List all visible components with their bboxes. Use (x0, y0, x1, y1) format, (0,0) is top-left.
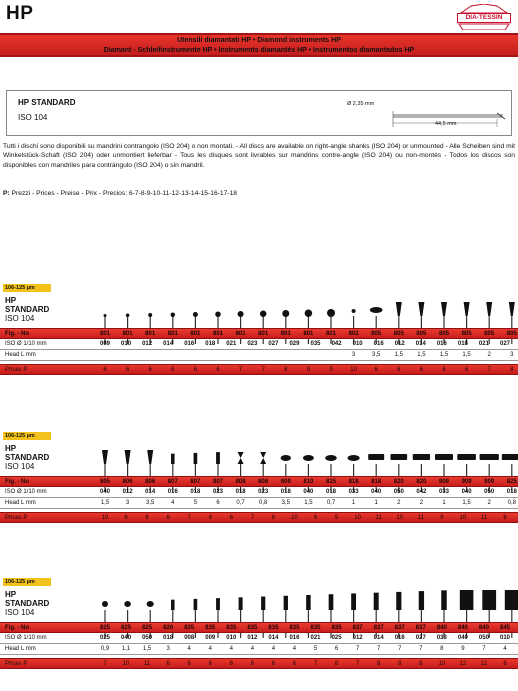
hp-standard-box (6, 90, 512, 136)
cell-fig: 801 (99, 331, 110, 337)
cell-price: 10 (122, 661, 130, 667)
cell-price: 8 (419, 661, 423, 667)
cell-iso: 016 (436, 341, 447, 347)
row-label: Head L mm (5, 646, 36, 652)
cell-price: 6 (292, 661, 297, 667)
cell-iso: 021 (226, 341, 237, 347)
cell-iso: 027 (415, 635, 426, 641)
cell-fig: 801 (167, 331, 178, 337)
cell-price: 6 (271, 661, 276, 667)
prices-line (3, 190, 237, 197)
product-section-3 (0, 578, 518, 690)
cell-iso: 021 (478, 341, 489, 347)
cell-head: 7 (377, 646, 381, 652)
cell-price: 8 (377, 661, 381, 667)
cell-fig: 801 (145, 331, 156, 337)
cell-price: 8 (208, 515, 212, 521)
row-label: Head L mm (5, 352, 36, 358)
cell-fig: 807 (190, 479, 201, 485)
cell-fig: 835 (247, 625, 258, 631)
cell-price: 6 (229, 661, 233, 667)
cell-fig: 808 (235, 479, 246, 485)
cell-fig: 801 (325, 331, 336, 337)
cell-price: 6 (397, 367, 401, 373)
cell-head: 6 (334, 646, 339, 652)
cell-head: 2 (397, 500, 401, 506)
cell-iso: 014 (145, 489, 156, 495)
product-section-2 (0, 432, 518, 536)
cell-iso: 009 (205, 635, 216, 641)
section-iso: ISO 104 (5, 314, 35, 323)
cell-fig: 820 (393, 479, 404, 485)
cell-price: 10 (459, 515, 467, 521)
cell-iso: 035 (310, 341, 321, 347)
cell-iso: 016 (167, 489, 178, 495)
row-iso (0, 339, 518, 350)
cell-fig: 805 (99, 479, 110, 485)
cell-iso: 040 (99, 489, 110, 495)
cell-fig: 820 (416, 479, 427, 485)
cell-price: 6 (464, 367, 469, 373)
cell-price: 7 (238, 367, 243, 373)
cell-head: 2 (487, 500, 491, 506)
cell-price: 6 (313, 515, 318, 521)
banner-line-2: Diamant - Schleifinstrumente HP • Instruments diamantés HP • Instrumentos diamantados HP (103, 47, 415, 54)
cell-iso: 023 (212, 489, 223, 495)
cell-fig: 802 (348, 331, 359, 337)
cell-price: 11 (480, 515, 488, 521)
cell-head: 4 (229, 646, 233, 652)
cell-head: 7 (355, 646, 360, 652)
row-fig (0, 622, 518, 633)
section-iso: ISO 104 (5, 608, 35, 617)
title-banner (0, 33, 518, 57)
cell-iso: 050 (393, 489, 404, 495)
row-label: Prices P (5, 367, 28, 373)
cell-fig: 805 (506, 331, 517, 337)
cell-price: 6 (145, 515, 149, 521)
cell-fig: 805 (371, 331, 382, 337)
cell-fig: 835 (205, 625, 216, 631)
cell-iso: 012 (247, 635, 258, 641)
row-label: Head L mm (5, 500, 36, 506)
cell-fig: 801 (303, 331, 314, 337)
diameter-label: Ø 2,35 mm (347, 101, 375, 107)
cell-head: 4 (292, 646, 297, 652)
cell-fig: 825 (142, 625, 153, 631)
cell-iso: 018 (190, 489, 201, 495)
cell-head: 3,5 (372, 352, 381, 358)
cell-fig: 801 (212, 331, 223, 337)
cell-fig: 807 (167, 479, 178, 485)
cell-price: 6 (250, 661, 255, 667)
cell-fig: 807 (212, 479, 223, 485)
cell-iso: 033 (348, 489, 359, 495)
cell-price: 11 (375, 515, 382, 521)
row-label: ISO Ø 1/10 mm (5, 635, 47, 641)
row-iso (0, 487, 518, 498)
cell-price: 6 (229, 515, 233, 521)
section-standard: STANDARD (5, 599, 50, 608)
cell-price: 10 (350, 367, 357, 373)
cell-price: 12 (480, 661, 488, 667)
cell-fig: 805 (416, 331, 427, 337)
cell-price: 6 (374, 367, 378, 373)
prices-line-text: Prezzi - Prices - Preise - Prix - Precios: 6-7-8-9-10-11-12-13-14-15-16-17-18 (9, 190, 238, 197)
cell-fig: 837 (415, 625, 426, 631)
cell-iso: 023 (247, 341, 258, 347)
grit-label: 106-125 µm (3, 432, 51, 440)
cell-fig: 909 (484, 479, 495, 485)
row-label: ISO Ø 1/10 mm (5, 341, 47, 347)
cell-iso: 010 (226, 635, 237, 641)
cell-price: 7 (313, 661, 318, 667)
row-fig (0, 476, 518, 487)
cell-fig: 806 (145, 479, 156, 485)
row-iso (0, 633, 518, 644)
section-iso: ISO 104 (5, 462, 35, 471)
cell-iso: 040 (457, 635, 468, 641)
cell-head: 3,5 (146, 500, 155, 506)
cell-price: 6 (419, 367, 424, 373)
cell-fig: 805 (461, 331, 472, 337)
cell-fig: 840 (457, 625, 468, 631)
cell-head: 1,5 (394, 352, 403, 358)
cell-head: 1 (351, 500, 356, 506)
cell-head: 7 (398, 646, 402, 652)
cell-iso: 050 (484, 489, 495, 495)
cell-price: 10 (354, 515, 361, 521)
cell-iso: 040 (461, 489, 472, 495)
cell-fig: 909 (461, 479, 472, 485)
row-head (0, 498, 518, 509)
cell-fig: 808 (258, 479, 269, 485)
cell-price: 6 (442, 367, 446, 373)
cell-iso: 042 (416, 489, 427, 495)
cell-price: 9 (440, 515, 444, 521)
cell-fig: 835 (226, 625, 237, 631)
cell-fig: 837 (352, 625, 363, 631)
prices-line-label: P: (3, 190, 10, 197)
cell-head: 4 (250, 646, 255, 652)
row-head (0, 350, 518, 361)
cell-price: 6 (503, 515, 507, 521)
cell-head: 3 (125, 500, 130, 506)
cell-price: 9 (306, 367, 311, 373)
cell-price: 11 (143, 661, 151, 667)
cell-iso: 014 (373, 635, 384, 641)
cell-fig: 840 (436, 625, 447, 631)
row-label: Fig. - No (5, 331, 29, 337)
cell-head: 5 (313, 646, 318, 652)
cell-head: 9 (461, 646, 465, 652)
row-label: Prices P (5, 515, 28, 521)
cell-iso: 018 (280, 489, 291, 495)
cell-head: 0,7 (326, 500, 336, 506)
cell-head: 7 (419, 646, 423, 652)
cell-fig: 840 (478, 625, 489, 631)
cell-iso: 010 (352, 341, 363, 347)
cell-iso: 012 (394, 341, 405, 347)
cell-iso: 014 (268, 635, 279, 641)
cell-head: 4 (187, 646, 191, 652)
cell-head: 1,5 (462, 352, 471, 358)
cell-head: 7 (482, 646, 486, 652)
cell-price: 7 (103, 661, 107, 667)
product-section-1 (0, 284, 518, 388)
cell-head: 3,5 (281, 500, 290, 506)
cell-head: 6 (216, 500, 220, 506)
cell-iso: 018 (163, 635, 174, 641)
cell-price: 6 (503, 661, 507, 667)
cell-price: 6 (271, 515, 276, 521)
section-standard: STANDARD (5, 305, 50, 314)
cell-iso: 014 (415, 341, 426, 347)
cell-price: 10 (438, 661, 446, 667)
cell-fig: 825 (121, 625, 132, 631)
cell-fig: 826 (163, 625, 174, 631)
cell-price: 8 (510, 367, 514, 373)
cell-iso: 018 (457, 341, 468, 347)
cell-price: 9 (334, 515, 339, 521)
cell-price: 6 (166, 661, 170, 667)
cell-price: 8 (398, 661, 402, 667)
standard-title: HP STANDARD (18, 98, 76, 107)
cell-iso: 010 (121, 341, 132, 347)
cell-fig: 909 (438, 479, 449, 485)
section-hp: HP (5, 296, 17, 305)
cell-fig: 835 (184, 625, 195, 631)
cell-head: 3 (166, 646, 170, 652)
cell-price: 6 (216, 367, 220, 373)
cell-head: 4 (171, 500, 175, 506)
row-label: Fig. - No (5, 479, 29, 485)
cell-fig: 801 (280, 331, 291, 337)
description-text: Tutti i dischi sono disponibili su mandrini contrangolo (ISO 204) o non montati. - All discs are available on right-angle shanks (ISO 204) or unmounted - Alle Scheiben sind mit Winkelstück-Schaft (ISO 204) oder unmontiert lieferbar - Tous les disques sont livrables sur mandrins contre-angle (ISO 204) ou non-montés - Todos los discos son disponibles con mandriles para contrángulo (ISO 204) o sin mandril. (3, 143, 515, 169)
row-label: Fig. - No (5, 625, 29, 631)
length-label: 44,5 mm (435, 121, 457, 127)
cell-iso: 027 (268, 341, 279, 347)
cell-iso: 029 (289, 341, 300, 347)
cell-head: 4 (208, 646, 212, 652)
cell-price: 7 (187, 515, 191, 521)
standard-iso: ISO 104 (18, 113, 48, 122)
cell-iso: 008 (184, 635, 195, 641)
cell-price: 6 (103, 367, 107, 373)
cell-iso: 023 (258, 489, 269, 495)
cell-fig: 801 (122, 331, 133, 337)
cell-iso: 021 (310, 635, 321, 641)
cell-price: 10 (291, 515, 298, 521)
cell-fig: 837 (394, 625, 405, 631)
cell-price: 6 (148, 367, 152, 373)
cell-head: 3 (351, 352, 356, 358)
cell-head: 4 (271, 646, 276, 652)
cell-fig: 810 (303, 479, 314, 485)
logo-text: DIA-TESSIN (457, 13, 511, 23)
cell-head: 0,7 (236, 500, 245, 506)
row-price (0, 658, 518, 669)
cell-fig: 837 (373, 625, 384, 631)
grit-label: 106-125 µm (3, 284, 51, 292)
cell-head: 1,5 (439, 352, 449, 358)
banner-line-1: Utensili diamantati HP • Diamond instruments HP (177, 37, 341, 44)
cell-fig: 801 (190, 331, 201, 337)
cell-head: 1 (442, 500, 446, 506)
cell-price: 11 (417, 515, 424, 521)
cell-fig: 825 (99, 625, 110, 631)
cell-price: 6 (187, 661, 191, 667)
cell-fig: 805 (393, 331, 404, 337)
cell-iso: 016 (184, 341, 195, 347)
cell-price: 6 (124, 515, 128, 521)
cell-head: 1,5 (142, 646, 152, 652)
cell-price: 10 (101, 515, 109, 521)
cell-head: 0,8 (259, 500, 268, 506)
cell-fig: 835 (331, 625, 342, 631)
page-title: HP (6, 3, 34, 24)
cell-fig: 815 (325, 479, 336, 485)
cell-fig: 835 (289, 625, 300, 631)
cell-price: 8 (334, 661, 339, 667)
cell-head: 2 (487, 352, 491, 358)
cell-iso: 012 (142, 341, 153, 347)
section-hp: HP (5, 444, 17, 453)
cell-price: 9 (329, 367, 333, 373)
cell-iso: 014 (163, 341, 174, 347)
cell-iso: 018 (325, 489, 336, 495)
brand-logo (455, 4, 513, 30)
cell-iso: 025 (99, 635, 110, 641)
cell-iso: 016 (373, 341, 384, 347)
cell-fig: 809 (280, 479, 291, 485)
cell-fig: 835 (268, 625, 279, 631)
cell-head: 4 (503, 646, 507, 652)
cell-iso: 010 (499, 635, 510, 641)
cell-head: 1,5 (417, 352, 426, 358)
cell-price: 8 (284, 367, 288, 373)
section-hp: HP (5, 590, 17, 599)
cell-iso: 033 (436, 635, 447, 641)
cell-head: 0,8 (507, 500, 516, 506)
cell-price: 7 (250, 515, 255, 521)
cell-fig: 818 (348, 479, 359, 485)
cell-head: 0,9 (100, 646, 110, 652)
cell-fig: 825 (506, 479, 517, 485)
cell-iso: 050 (478, 635, 489, 641)
cell-price: 6 (193, 367, 198, 373)
cell-iso: 012 (352, 635, 363, 641)
cell-fig: 835 (310, 625, 321, 631)
cell-iso: 042 (331, 341, 342, 347)
cell-fig: 806 (122, 479, 133, 485)
cell-iso: 009 (99, 341, 110, 347)
grit-label: 106-125 µm (3, 578, 51, 586)
cell-price: 7 (261, 367, 265, 373)
cell-iso: 040 (121, 635, 132, 641)
row-price (0, 364, 518, 375)
cell-price: 10 (396, 515, 404, 521)
cell-price: 6 (125, 367, 130, 373)
cell-fig: 805 (484, 331, 495, 337)
cell-iso: 027 (499, 341, 510, 347)
cell-head: 1,5 (100, 500, 110, 506)
cell-iso: 040 (303, 489, 314, 495)
cell-fig: 801 (258, 331, 269, 337)
row-head (0, 644, 518, 655)
row-fig (0, 328, 518, 339)
cell-head: 1,5 (462, 500, 471, 506)
cell-iso: 025 (331, 635, 342, 641)
cell-iso: 016 (289, 635, 300, 641)
row-price (0, 512, 518, 523)
section-standard: STANDARD (5, 453, 50, 462)
cell-head: 1 (374, 500, 378, 506)
cell-iso: 050 (142, 635, 153, 641)
cell-fig: 805 (438, 331, 449, 337)
row-label: Prices P (5, 661, 28, 667)
cell-fig: 801 (235, 331, 246, 337)
cell-price: 6 (166, 515, 170, 521)
cell-head: 3 (510, 352, 514, 358)
cell-price: 6 (208, 661, 212, 667)
cell-fig: 845 (499, 625, 510, 631)
cell-iso: 018 (506, 489, 517, 495)
cell-head: 2 (419, 500, 424, 506)
cell-fig: 818 (371, 479, 382, 485)
cell-iso: 033 (438, 489, 449, 495)
cell-iso: 018 (205, 341, 216, 347)
cell-price: 7 (487, 367, 491, 373)
cell-price: 6 (171, 367, 175, 373)
cell-price: 12 (459, 661, 467, 667)
cell-iso: 016 (394, 635, 405, 641)
cell-iso: 012 (122, 489, 133, 495)
cell-head: 1,1 (121, 646, 131, 652)
cell-head: 5 (193, 500, 198, 506)
cell-iso: 018 (235, 489, 246, 495)
cell-head: 1,5 (304, 500, 313, 506)
cell-head: 8 (440, 646, 444, 652)
row-label: ISO Ø 1/10 mm (5, 489, 47, 495)
cell-price: 7 (355, 661, 360, 667)
cell-iso: 040 (371, 489, 382, 495)
